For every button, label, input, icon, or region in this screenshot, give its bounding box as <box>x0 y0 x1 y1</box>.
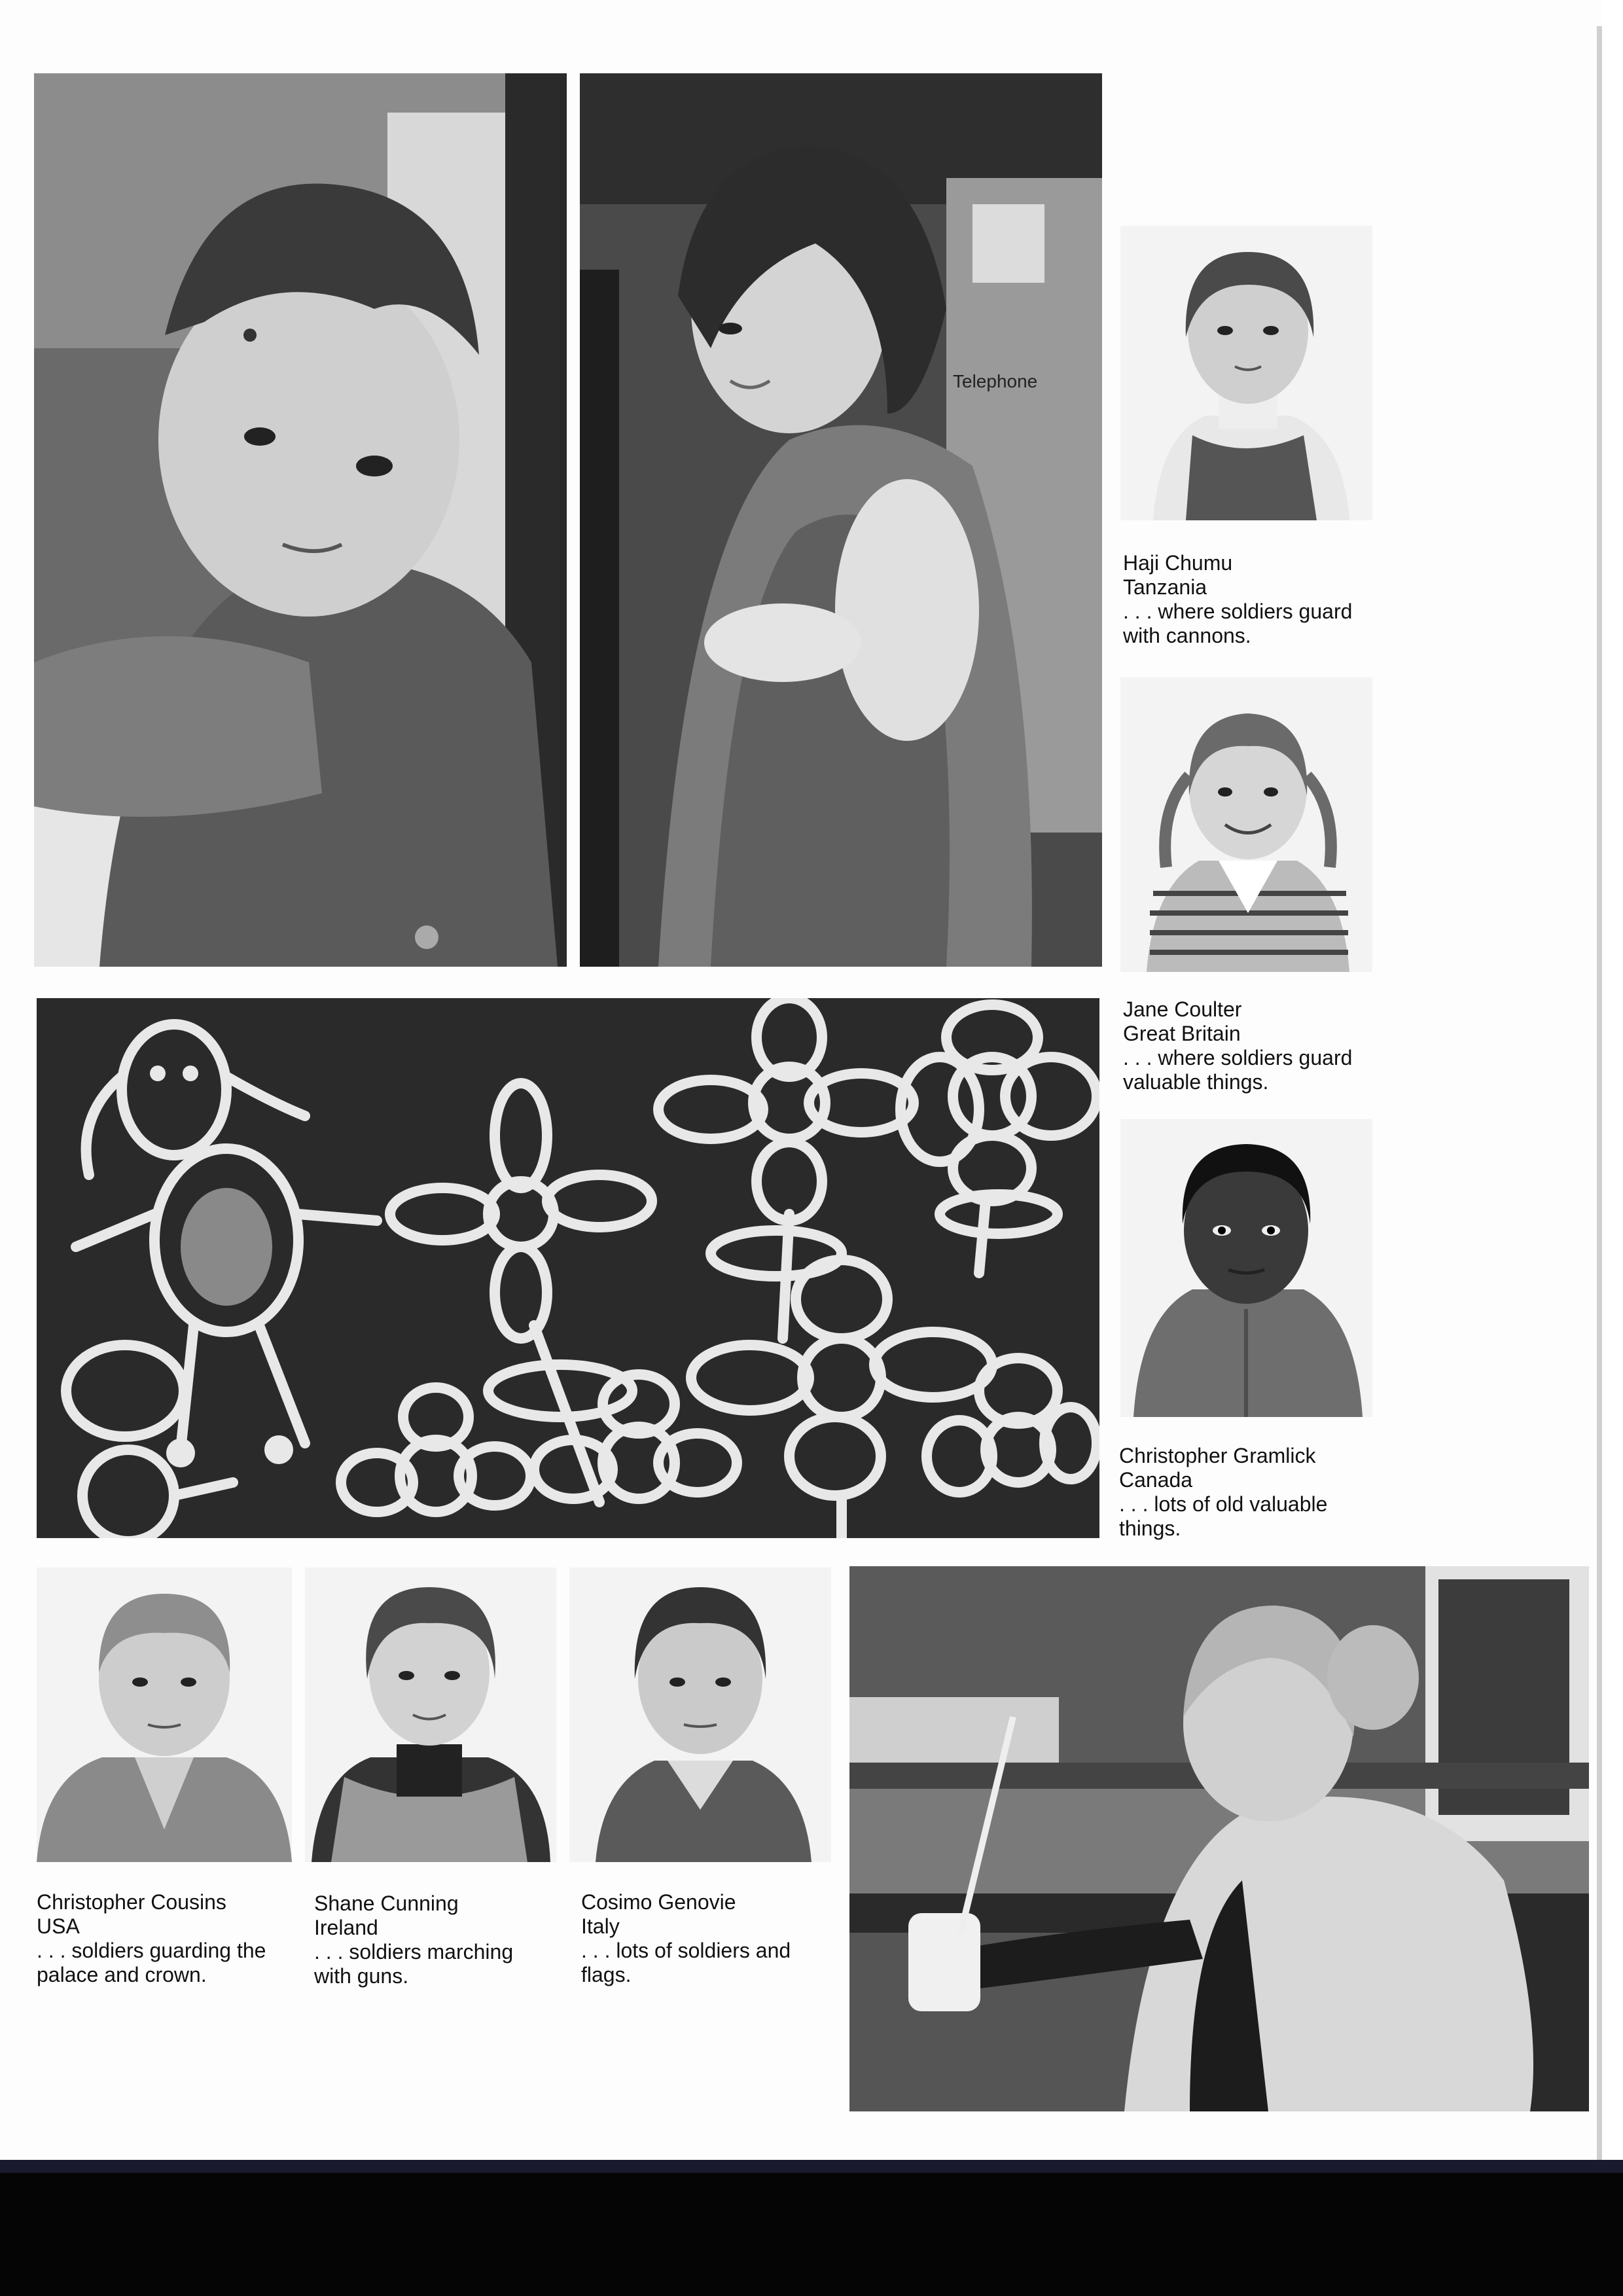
caption-quote-line: . . . where soldiers guard <box>1123 600 1353 623</box>
caption-country: Great Britain <box>1123 1022 1241 1045</box>
portrait-jane-coulter <box>1120 677 1372 972</box>
portrait-christopher-gramlick <box>1120 1119 1372 1417</box>
photo-childrens-flower-painting <box>37 998 1099 1538</box>
caption-name: Haji Chumu <box>1123 551 1233 575</box>
photo-girl-in-apron <box>580 73 1102 967</box>
caption-quote-line: . . . soldiers guarding the <box>37 1939 266 1962</box>
caption-quote-line: . . . lots of old valuable <box>1119 1492 1328 1516</box>
caption-quote-line: with cannons. <box>1123 624 1251 647</box>
caption-quote-line: . . . lots of soldiers and <box>581 1939 791 1962</box>
caption-quote-line: palace and crown. <box>37 1963 207 1986</box>
caption-country: Tanzania <box>1123 575 1207 599</box>
caption-shane-cunning <box>314 1892 513 1988</box>
scan-bottom-border <box>0 2160 1623 2296</box>
caption-name: Christopher Cousins <box>37 1890 226 1914</box>
caption-quote-line: valuable things. <box>1123 1070 1269 1094</box>
photo-boy-painting-classroom <box>849 1566 1589 2111</box>
caption-country: Ireland <box>314 1916 378 1939</box>
caption-quote-line: things. <box>1119 1516 1181 1540</box>
photo-boy-looking-back <box>34 73 567 967</box>
caption-quote-line: . . . soldiers marching <box>314 1940 514 1964</box>
caption-name: Cosimo Genovie <box>581 1890 736 1914</box>
caption-quote-line: . . . where soldiers guard <box>1123 1046 1353 1069</box>
caption-country: Italy <box>581 1914 620 1938</box>
caption-haji-chumu <box>1123 551 1352 648</box>
portrait-christopher-cousins <box>37 1568 292 1862</box>
caption-name: Shane Cunning <box>314 1892 459 1915</box>
scan-bottom-rule <box>0 2160 1623 2173</box>
caption-country: USA <box>37 1914 80 1938</box>
caption-quote-line: with guns. <box>314 1964 409 1988</box>
caption-jane-coulter <box>1123 997 1352 1094</box>
caption-name: Jane Coulter <box>1123 997 1242 1021</box>
page-edge-shadow <box>1597 26 1602 2160</box>
caption-quote-line: flags. <box>581 1963 632 1986</box>
portrait-haji-chumu <box>1120 226 1372 520</box>
portrait-shane-cunning <box>305 1568 556 1862</box>
caption-country: Canada <box>1119 1468 1193 1492</box>
caption-cosimo-genovie <box>581 1890 791 1987</box>
caption-name: Christopher Gramlick <box>1119 1444 1316 1467</box>
caption-christopher-gramlick <box>1119 1444 1327 1541</box>
portrait-cosimo-genovie <box>569 1568 831 1862</box>
caption-christopher-cousins <box>37 1890 266 1987</box>
photo-sign-text: Telephone <box>953 371 1038 391</box>
